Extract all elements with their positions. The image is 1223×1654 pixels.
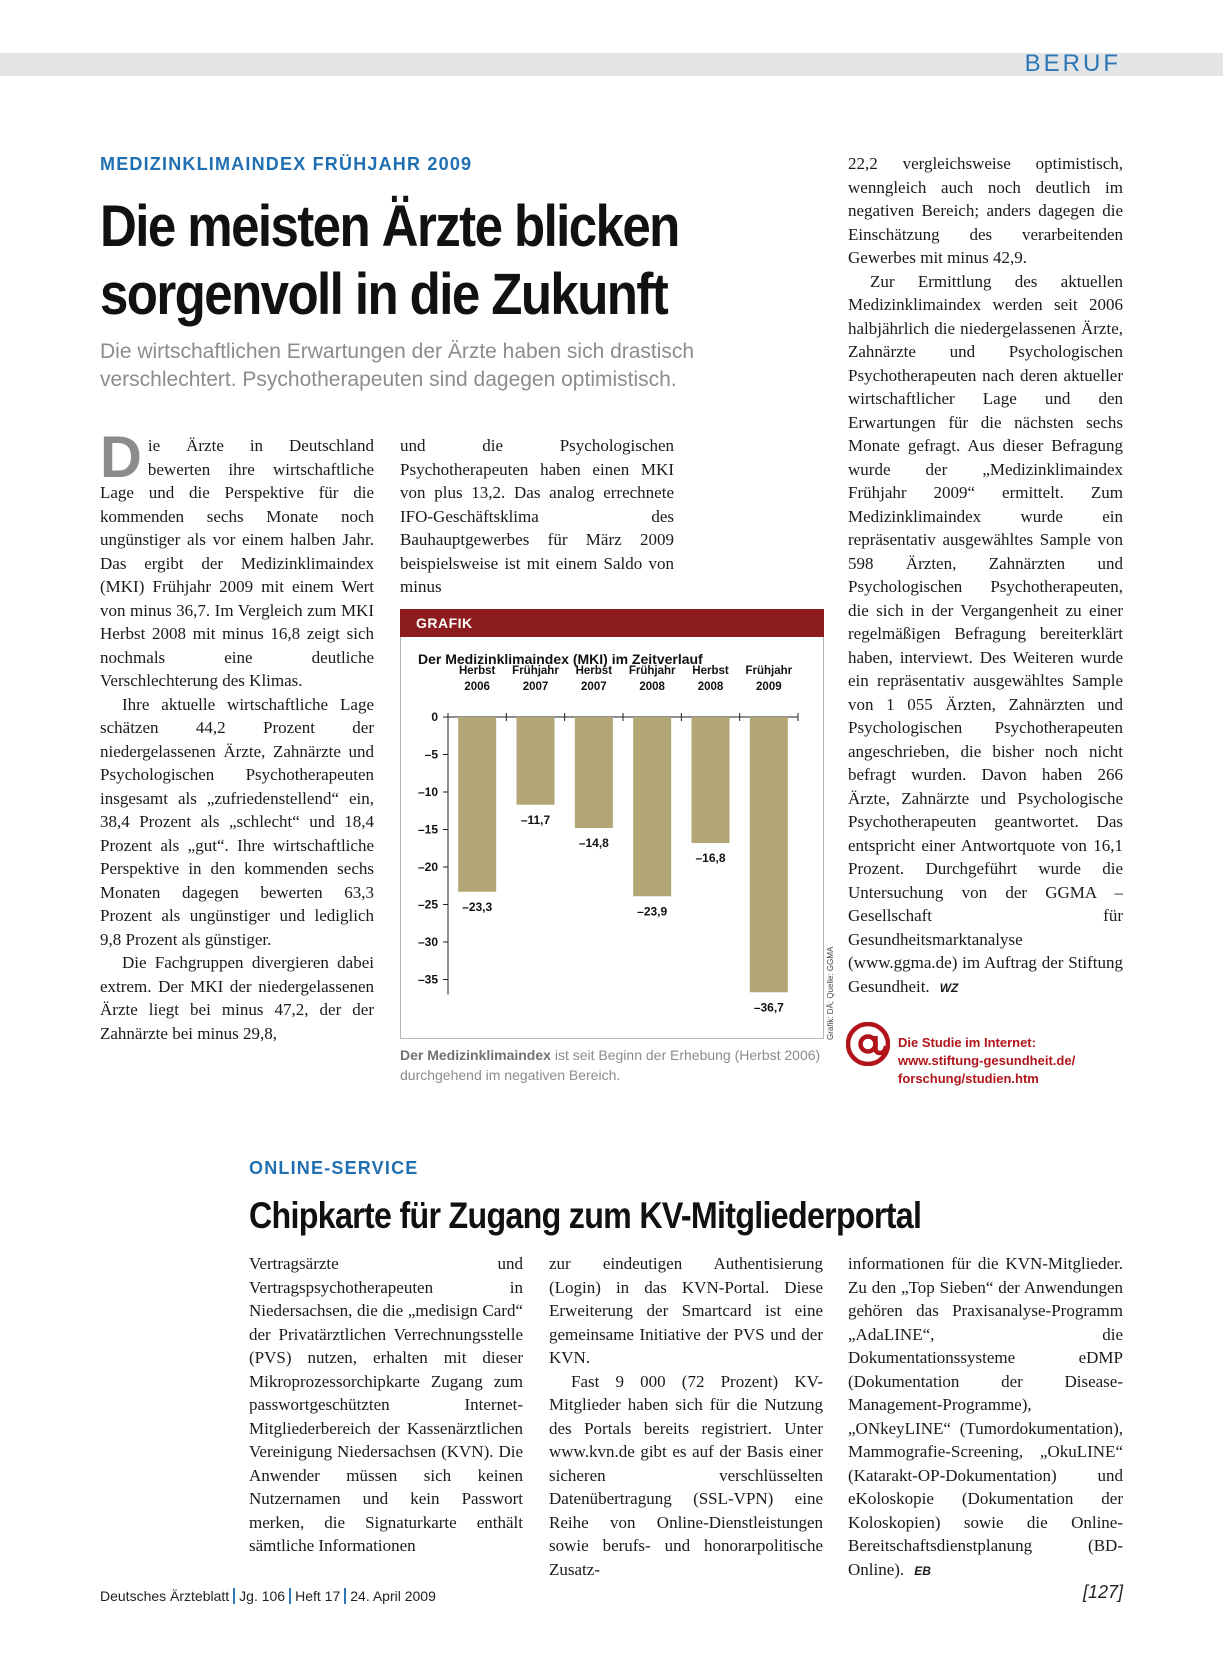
online-url-line-2[interactable]: forschung/studien.htm xyxy=(898,1071,1039,1086)
article2-col1-text: Vertragsärzte und Vertragspsychotherapeuten in Niedersachsen, die die „medisign Card“ der Privatärztlichen Verrechnungsstelle (PVS) nutzen, erhalten mit dieser Mikroprozessorchipkarte Zugang zum passwortgeschützten Internet-Mitgliederbereich der Kassenärztlichen Vereinigung Niedersachsen (KVN). Die Anwender müssen sich keinen Nutzernamen und kein Passwort merken, die Signaturkarte enthält sämtliche Informationen xyxy=(249,1254,523,1555)
category-year-label: 2006 xyxy=(464,681,490,693)
chart-title: Der Medizinklimaindex (MKI) im Zeitverlauf xyxy=(418,651,703,667)
article1-col2-p1: und die Psychologischen Psychotherapeuten haben einen MKI von plus 13,2. Das analog errechnete IFO-Geschäftsklima des Bauhauptgewerbes für März 2009 beispielsweise ist mit einem Saldo von minus xyxy=(400,436,674,596)
article1-column-1 xyxy=(100,425,374,1045)
bar xyxy=(575,717,613,828)
author-signature: WZ xyxy=(939,980,959,995)
y-tick-label: –25 xyxy=(417,897,438,912)
article1-kicker: MEDIZINKLIMAINDEX FRÜHJAHR 2009 xyxy=(100,154,473,174)
footer-separator xyxy=(233,1588,235,1604)
y-tick-label: 0 xyxy=(431,710,438,724)
footer xyxy=(100,1588,436,1604)
article1-headline: Die meisten Ärzte blicken sorgenvoll in die Zukunft xyxy=(100,194,679,327)
article2-column-3 xyxy=(848,1252,1123,1583)
caption-text: ist seit Beginn der Erhebung (Herbst 2006) durchgehend im negativen Bereich. xyxy=(400,1047,821,1083)
y-tick-label: –35 xyxy=(417,972,438,987)
online-url-line-1[interactable]: www.stiftung-gesundheit.de/ xyxy=(898,1053,1076,1068)
dropcap: D xyxy=(100,425,142,490)
chart-source: Grafik: DÄ; Quelle: GGMA xyxy=(826,946,835,1040)
article2-signature: EB xyxy=(914,1563,931,1578)
bar xyxy=(458,717,496,892)
online-label: Die Studie im Internet: xyxy=(898,1035,1036,1050)
category-label: Frühjahr xyxy=(512,665,559,677)
chart-header: GRAFIK xyxy=(400,609,824,637)
bar xyxy=(633,717,671,896)
category-year-label: 2008 xyxy=(697,681,724,693)
article1-col3-p1: 22,2 vergleichsweise optimistisch, wenngleich auch noch deutlich im negativen Bereich; anders dagegen die Einschätzung des verarbeitenden Gewerbes mit minus 42,9. xyxy=(848,154,1123,267)
online-reference-text xyxy=(898,1034,1075,1088)
category-label: Frühjahr xyxy=(745,665,793,677)
bar xyxy=(750,717,788,992)
footer-date: 24. April 2009 xyxy=(350,1588,436,1604)
at-sign-icon xyxy=(846,1022,890,1066)
footer-separator xyxy=(344,1588,346,1604)
data-label: –11,7 xyxy=(520,812,551,827)
footer-separator xyxy=(289,1588,291,1604)
article2-column-1 xyxy=(249,1252,523,1558)
y-tick-label: –15 xyxy=(417,822,438,837)
category-label: Herbst xyxy=(692,665,729,677)
bar xyxy=(692,717,730,843)
article1-col1-p3: Die Fachgruppen divergieren dabei extrem. Der MKI der niedergelassenen Ärzte liegt bei minus 47,2, der der Zahnärzte bei minus 29,8, xyxy=(100,953,374,1043)
article2-headline: Chipkarte für Zugang zum KV-Mitgliederportal xyxy=(249,1195,922,1236)
data-label: –36,7 xyxy=(753,1000,784,1015)
bar xyxy=(517,717,555,805)
data-label: –23,9 xyxy=(637,904,668,919)
y-tick-label: –30 xyxy=(417,935,438,949)
article1-subhead: Die wirtschaftlichen Erwartungen der Ärzte haben sich drastisch verschlechtert. Psychotherapeuten sind dagegen optimistisch. xyxy=(100,340,695,391)
article1-column-3 xyxy=(848,152,1123,1000)
footer-issue: Heft 17 xyxy=(295,1588,341,1604)
y-tick-label: –5 xyxy=(424,747,438,762)
article1-col1-p2: Ihre aktuelle wirtschaftliche Lage schätzen 44,2 Prozent der niedergelassenen Ärzte, Zahnärzte und Psychologischen Psychotherapeuten insgesamt als „zufriedenstellend“ ein, 38,4 Prozent als „schlecht“ und 18,4 Prozent als „gut“. Ihre wirtschaftliche Perspektive in den kommenden sechs Monaten dagegen bewerten 63,3 Prozent als ungünstiger und lediglich 9,8 Prozent als günstiger. xyxy=(100,694,374,949)
category-year-label: 2007 xyxy=(581,681,607,693)
footer-volume: Jg. 106 xyxy=(239,1588,286,1604)
category-year-label: 2009 xyxy=(756,681,782,693)
y-tick-label: –10 xyxy=(417,785,438,799)
article1-col3-p2: Zur Ermittlung des aktuellen Medizinklimaindex werden seit 2006 halbjährlich die niedergelassenen Ärzte, Zahnärzte und Psychologischen Psychotherapeuten nach deren aktueller wirtschaftlicher Lage und den Erwartungen für die nächsten sechs Monate gefragt. Aus dieser Befragung wurde der „Medizinklimaindex Frühjahr 2009“ ermittelt. Zum Medizinklimaindex wurde ein repräsentativ ausgewähltes Sample von 598 Ärzten, Zahnärzten und Psychologischen Psychotherapeuten, die sich in der Vergangenheit zu einer regelmäßigen Befragung bereiterklärt haben, interviewt. Des Weiteren wurde ein repräsentativ ausgewähltes Sample von 1 055 Ärzten, Zahnärzten und Psychologischen Psychotherapeuten angeschrieben, die bisher noch nicht befragt wurden. Davon haben 266 Ärzte, Zahnärzte und Psychologische Psychotherapeuten geantwortet. Das entspricht einer Antwortquote von 16,1 Prozent. Durchgeführt wurde die Untersuchung von der GGMA – Gesellschaft für Gesundheitsmarktanalyse (www.ggma.de) im Auftrag der Stiftung Gesundheit. xyxy=(848,271,1123,996)
category-label: Herbst xyxy=(458,665,496,677)
article2-kicker: ONLINE-SERVICE xyxy=(249,1158,419,1178)
category-label: Frühjahr xyxy=(628,665,676,677)
category-year-label: 2008 xyxy=(639,681,665,693)
category-year-label: 2007 xyxy=(522,681,549,693)
category-label: Herbst xyxy=(575,665,613,677)
bar-chart xyxy=(400,637,824,1037)
article2-col2-p1: zur eindeutigen Authentisierung (Login) in das KVN-Portal. Diese Erweiterung der Smartcard ist eine gemeinsame Initiative der PVS und der KVN. xyxy=(549,1254,823,1367)
section-label: BERUF xyxy=(1024,50,1121,77)
data-label: –23,3 xyxy=(462,899,493,914)
y-tick-label: –20 xyxy=(417,860,438,874)
caption-bold: Der Medizinklimaindex xyxy=(400,1047,551,1063)
data-label: –14,8 xyxy=(578,836,609,850)
footer-journal: Deutsches Ärzteblatt xyxy=(100,1588,230,1604)
article2-col3-text: informationen für die KVN-Mitglieder. Zu den „Top Sieben“ der Anwendungen gehören das Praxisanalyse-Programm „AdaLINE“, die Dokumentationssysteme eDMP (Dokumentation der Disease-Management-Programme), „ONkeyLINE“ (Tumordokumentation), Mammografie-Screening, „OkuLINE“ (Katarakt-OP-Dokumentation) und eKoloskopie (Dokumentation der Koloskopien) sowie die Online-Bereitschaftsdienstplanung (BD-Online). xyxy=(848,1254,1123,1579)
article1-col1-p1: ie Ärzte in Deutschland bewerten ihre wirtschaftliche Lage und die Perspektive für die kommenden sechs Monate noch ungünstiger als vor einem halben Jahr. Das ergibt der Medizinklimaindex (MKI) Frühjahr 2009 mit einem Wert von minus 36,7. Im Vergleich zum MKI Herbst 2008 mit minus 16,8 zeigt sich nochmals eine deutliche Verschlechterung des Klimas. xyxy=(100,436,374,690)
article2-col2-p2: Fast 9 000 (72 Prozent) KV-Mitglieder haben sich für die Nutzung des Portals bereits registriert. Unter www.kvn.de gibt es auf der Basis einer sicheren verschlüsselten Datenübertragung (SSL-VPN) eine Reihe von Online-Dienstleistungen sowie berufs- und honorarpolitische Zusatz- xyxy=(549,1371,823,1579)
data-label: –16,8 xyxy=(695,851,726,865)
page-number: [127] xyxy=(1082,1582,1123,1602)
chart-caption xyxy=(400,1045,830,1085)
article2-column-2 xyxy=(549,1252,823,1581)
article1-column-2 xyxy=(400,434,674,599)
